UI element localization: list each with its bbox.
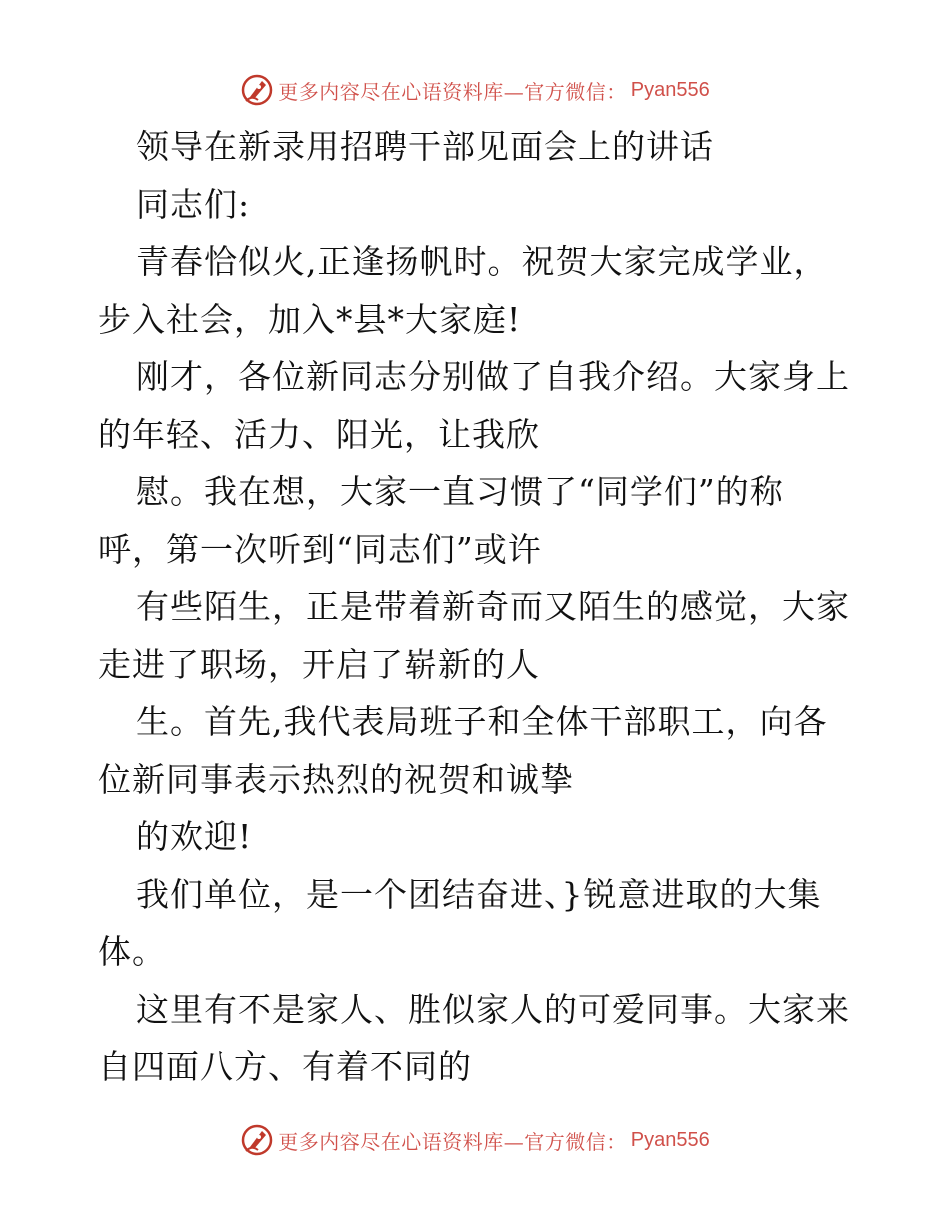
paragraph-line: 这里有不是家人、胜似家人的可爱同事。大家来 [136, 989, 850, 1029]
paragraph-line: 我们单位，是一个团结奋进、}锐意进取的大集 [136, 874, 822, 914]
salutation: 同志们: [136, 184, 251, 224]
paragraph-line: 刚才，各位新同志分别做了自我介绍。大家身上 [136, 357, 850, 396]
paragraph-line: 慰。我在想，大家一直习惯了“同学们”的称 [136, 472, 784, 511]
paragraph-line: 走进了职场，开启了崭新的人 [98, 644, 540, 684]
footer-watermark [0, 1120, 950, 1160]
document-title: 领导在新录用招聘干部见面会上的讲话 [136, 127, 714, 166]
paragraph-line: 青春恰似火,正逢扬帆时。祝贺大家完成学业， [136, 242, 828, 281]
document-body [98, 118, 858, 1096]
watermark-text: 更多内容尽在心语资料库—官方微信： [278, 1129, 627, 1154]
paragraph-line: 步入社会，加入*县*大家庭! [98, 299, 522, 339]
paragraph-line: 呼，第一次听到“同志们”或许 [98, 529, 542, 569]
paragraph-line: 位新同事表示热烈的祝贺和诚挚 [98, 759, 574, 799]
paragraph-line: 自四面八方、有着不同的 [98, 1047, 472, 1086]
watermark-text: 更多内容尽在心语资料库—官方微信： [278, 79, 627, 104]
header-watermark [0, 70, 950, 110]
pen-nib-logo-icon [240, 73, 274, 107]
paragraph-line: 体。 [98, 932, 166, 971]
paragraph-line: 有些陌生，正是带着新奇而又陌生的感觉，大家 [136, 587, 850, 626]
paragraph-line: 生。首先,我代表局班子和全体干部职工，向各 [136, 702, 828, 741]
paragraph-line: 的年轻、活力、阳光，让我欣 [98, 414, 540, 454]
watermark-wechat-id: Pyan556 [630, 1128, 710, 1151]
pen-nib-logo-icon [240, 1123, 274, 1157]
watermark-wechat-id: Pyan556 [630, 78, 710, 101]
paragraph-line: 的欢迎! [136, 817, 253, 856]
